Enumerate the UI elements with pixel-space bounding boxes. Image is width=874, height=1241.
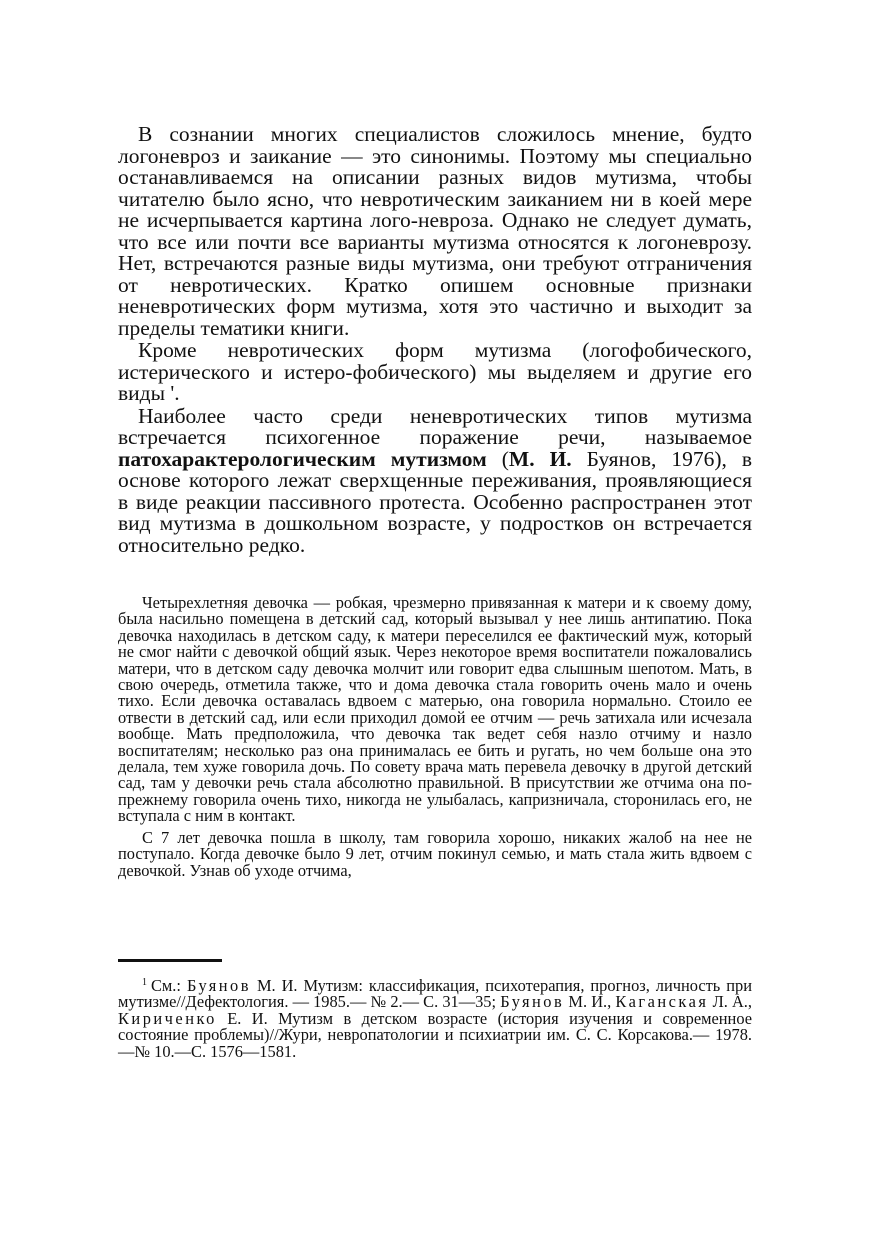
- footnote-part-e: Е. И. Мутизм в детском возрасте (история изучения и современное состояние проблемы)//Жури, невропатологии и психиатрии им. С. С. Корсакова.— 1978.—№ 10.—С. 1576—1581.: [118, 1008, 752, 1061]
- paragraph-3-end: Буянов, 1976), в основе которого лежат сверхщенные переживания, проявляющиеся в виде реакции пассивного протеста. Особенно распространен этот вид мутизма в дошкольном возрасте, у подростков он встречается относительно редко.: [118, 446, 752, 557]
- paragraph-3: [118, 403, 752, 557]
- footnote-part-b: М. И. Мутизм: классификация, психотерапия, прогноз, личность при мутизме//Дефектология. — 1985.— № 2.— С. 31—35;: [118, 976, 752, 1012]
- footnote-part-c: М. И.,: [564, 992, 616, 1012]
- author-initials-bold: М. И.: [508, 446, 572, 471]
- footnote-author-4: Кириченко: [118, 1008, 217, 1028]
- footnote-author-3: Каганская: [615, 992, 709, 1012]
- paragraph-3-paren: (: [486, 446, 509, 471]
- footnote-part-d: Л. А.,: [708, 992, 752, 1012]
- case-description: [118, 595, 752, 884]
- footnote-text: [118, 975, 752, 1060]
- footnote-lead: См.:: [151, 976, 187, 995]
- term-bold: патохарактерологическим мутизмом: [118, 446, 487, 471]
- footnote-author-2: Буянов: [500, 992, 565, 1012]
- paragraph-2: Кроме невротических форм мутизма (логофобического, истерического и истеро-фобического) мы выделяем и другие его виды '.: [118, 338, 752, 405]
- case-paragraph-1: Четырехлетняя девочка — робкая, чрезмерно привязанная к матери и к своему дому, была насильно помещена в детский сад, который вызывал у нее лишь антипатию. Пока девочка находилась в детском саду, к матери переселился ее фактический муж, который не смог найти с девочкой общий язык. Через некоторое время воспитатели пожаловались матери, что в детском саду девочка молчит или говорит едва слышным шепотом. Мать, в свою очередь, отметила также, что и дома девочка стала говорить очень мало и очень тихо. Если девочка оставалась вдвоем с матерью, она говорила нормально. Стоило ее отвести в детский сад, или если приходил домой ее отчим — речь затихала или исчезала вообще. Мать предположила, что девочка так ведет себя назло отчиму и назло воспитателям; несколько раз она принималась ее бить и ругать, но чем больше она это делала, тем хуже говорила дочь. По совету врача мать перевела девочку в другой детский сад, там у девочки речь стала абсолютно правильной. В присутствии же отчима она по-прежнему говорила очень тихо, никогда не улыбалась, капризничала, сторонилась его, не вступала с ним в контакт.: [118, 593, 752, 826]
- footnote: [118, 975, 752, 1060]
- case-paragraph-2: С 7 лет девочка пошла в школу, там говорила хорошо, никаких жалоб на нее не поступало. Когда девочке было 9 лет, отчим покинул семью, и мать стала жить вдвоем с девочкой. Узнав об уходе отчима,: [118, 827, 752, 880]
- footnote-author-1: Буянов: [186, 976, 251, 995]
- paragraph-3-start: Наиболее часто среди неневротических типов мутизма встречается психогенное поражение речи, называемое: [118, 403, 752, 449]
- footnote-divider: [118, 959, 222, 962]
- footnote-marker: 1: [142, 977, 147, 988]
- main-text: [118, 124, 752, 557]
- paragraph-1: В сознании многих специалистов сложилось мнение, будто логоневроз и заикание — это синонимы. Поэтому мы специально останавливаемся на описании разных видов мутизма, чтобы читателю было ясно, что невротическим заиканием ни в коей мере не исчерпывается картина лого-невроза. Однако не следует думать, что все или почти все варианты мутизма относятся к логоневрозу. Нет, встречаются разные виды мутизма, они требуют отграничения от невротических. Кратко опишем основные признаки неневротических форм мутизма, хотя это частично и выходит за пределы тематики книги.: [118, 122, 752, 340]
